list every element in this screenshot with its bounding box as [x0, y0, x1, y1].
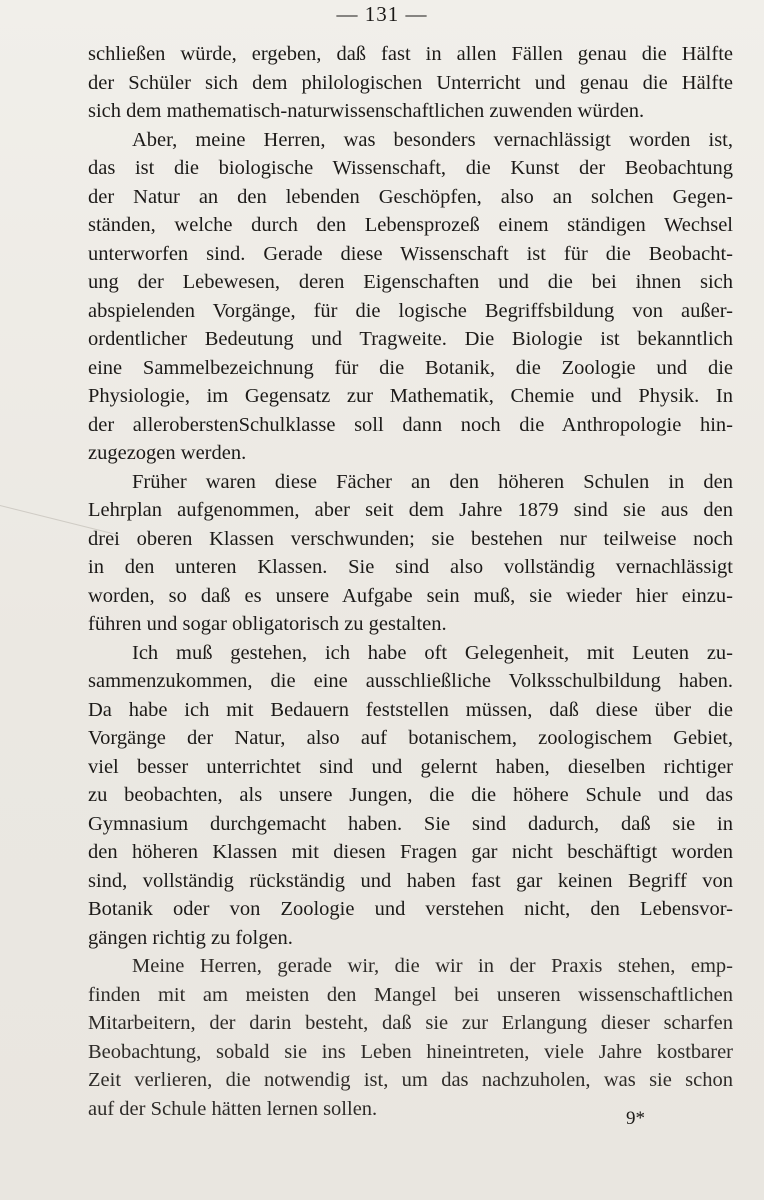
- text-line: der Natur an den lebenden Geschöpfen, also an solchen Gegen-: [88, 185, 733, 208]
- text-line: schließen würde, ergeben, daß fast in allen Fällen genau die Hälfte: [88, 43, 733, 65]
- text-line: Botanik oder von Zoologie und verstehen nicht, den Lebensvor-: [88, 898, 733, 920]
- paragraph-end-line: gängen richtig zu folgen.: [88, 926, 293, 949]
- text-line: worden, so daß es unsere Aufgabe sein muß, sie wieder hier einzu-: [88, 584, 733, 607]
- paragraph-end-line: zugezogen werden.: [88, 442, 247, 464]
- text-line: unterworfen sind. Gerade diese Wissenschaft ist für die Beobacht-: [88, 242, 733, 265]
- paragraph-end-line: führen und sogar obligatorisch zu gestalten.: [88, 613, 447, 635]
- text-line: Gymnasium durchgemacht haben. Sie sind dadurch, daß sie in: [88, 812, 733, 835]
- text-line: sammenzukommen, die eine ausschließliche Volksschulbildung haben.: [88, 670, 733, 692]
- text-line: in den unteren Klassen. Sie sind also vollständig vernachlässigt: [88, 556, 733, 578]
- paragraph-end-line: sich dem mathematisch-naturwissenschaftlichen zuwenden würden.: [88, 100, 645, 122]
- paragraph-start-line: Aber, meine Herren, was besonders vernachlässigt worden ist,: [132, 128, 733, 151]
- text-line: Lehrplan aufgenommen, aber seit dem Jahre 1879 sind sie aus den: [88, 499, 733, 521]
- text-line: Mitarbeitern, der darin besteht, daß sie zur Erlangung dieser scharfen: [88, 1012, 733, 1034]
- text-line: viel besser unterrichtet sind und gelernt haben, dieselben richtiger: [88, 755, 733, 778]
- text-line: drei oberen Klassen verschwunden; sie bestehen nur teilweise noch: [88, 527, 733, 550]
- text-line: finden mit am meisten den Mangel bei unseren wissenschaftlichen: [88, 983, 733, 1006]
- text-line: das ist die biologische Wissenschaft, die Kunst der Beobachtung: [88, 157, 733, 179]
- text-line: sind, vollständig rückständig und haben fast gar keinen Begriff von: [88, 869, 733, 892]
- text-line: abspielenden Vorgänge, für die logische Begriffsbildung von außer-: [88, 299, 733, 322]
- page-number-header: — 131 —: [336, 2, 428, 26]
- text-line: ständen, welche durch den Lebensprozeß einem ständigen Wechsel: [88, 214, 733, 236]
- text-line: Physiologie, im Gegensatz zur Mathematik, Chemie und Physik. In: [88, 385, 733, 407]
- text-line: zu beobachten, als unsere Jungen, die die höhere Schule und das: [88, 784, 733, 806]
- paragraph-start-line: Ich muß gestehen, ich habe oft Gelegenheit, mit Leuten zu-: [132, 641, 733, 664]
- text-line: ung der Lebewesen, deren Eigenschaften und die bei ihnen sich: [88, 271, 733, 293]
- text-line: ordentlicher Bedeutung und Tragweite. Die Biologie ist bekanntlich: [88, 328, 733, 350]
- text-line: Vorgänge der Natur, also auf botanischem, zoologischem Gebiet,: [88, 727, 733, 749]
- paragraph-start-line: Meine Herren, gerade wir, die wir in der Praxis stehen, emp-: [132, 955, 733, 977]
- text-line: eine Sammelbezeichnung für die Botanik, die Zoologie und die: [88, 356, 733, 379]
- text-line: Da habe ich mit Bedauern feststellen müssen, daß diese über die: [88, 698, 733, 721]
- paragraph-end-line: auf der Schule hätten lernen sollen.: [88, 1097, 378, 1120]
- text-line: Beobachtung, sobald sie ins Leben hineintreten, viele Jahre kostbarer: [88, 1040, 733, 1063]
- text-line: der Schüler sich dem philologischen Unterricht und genau die Hälfte: [88, 71, 733, 94]
- paragraph-start-line: Früher waren diese Fächer an den höheren Schulen in den: [132, 470, 733, 493]
- signature-mark: 9*: [626, 1108, 645, 1129]
- body-text: [88, 40, 733, 1123]
- text-line: der alleroberstenSchulklasse soll dann noch die Anthropologie hin-: [88, 413, 733, 436]
- text-line: Zeit verlieren, die notwendig ist, um das nachzuholen, was sie schon: [88, 1069, 733, 1091]
- text-line: den höheren Klassen mit diesen Fragen gar nicht beschäftigt worden: [88, 841, 733, 863]
